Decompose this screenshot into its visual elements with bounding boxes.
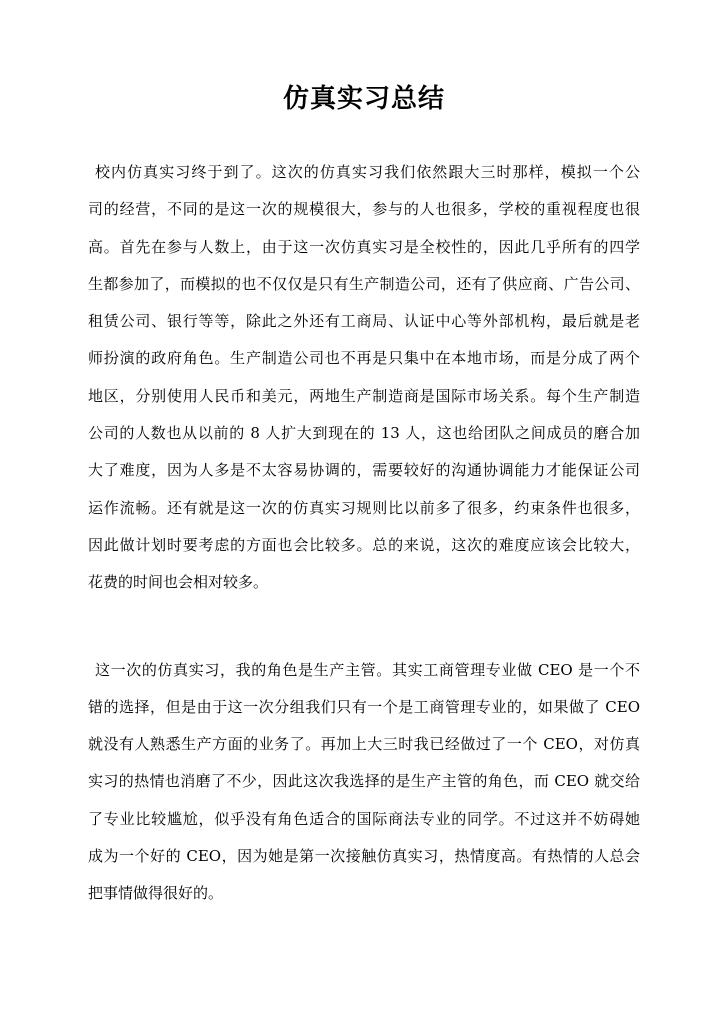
text-line: 因此做计划时要考虑的方面也会比较多。总的来说，这次的难度应该会比较大， <box>88 535 640 554</box>
text-line: 花费的时间也会相对较多。 <box>88 573 269 592</box>
text-line: 运作流畅。还有就是这一次的仿真实习规则比以前多了很多，约束条件也很多， <box>88 498 640 517</box>
text-line: 生都参加了，而模拟的也不仅仅是只有生产制造公司，还有了供应商、广告公司、 <box>88 274 640 293</box>
text-line: 司的经营，不同的是这一次的规模很大，参与的人也很多，学校的重视程度也很 <box>88 200 640 219</box>
document-title: 仿真实习总结 <box>282 84 445 114</box>
text-line: 地区，分别使用人民币和美元，两地生产制造商是国际市场关系。每个生产制造 <box>88 386 640 405</box>
text-line: 成为一个好的 CEO，因为她是第一次接触仿真实习，热情度高。有热情的人总会 <box>88 847 640 866</box>
text-line: 就没有人熟悉生产方面的业务了。再加上大三时我已经做过了一个 CEO，对仿真 <box>88 735 640 754</box>
text-line: 大了难度，因为人多是不太容易协调的，需要较好的沟通协调能力才能保证公司 <box>88 461 640 480</box>
text-line: 高。首先在参与人数上，由于这一次仿真实习是全校性的，因此几乎所有的四学 <box>88 237 640 256</box>
text-line: 实习的热情也消磨了不少，因此这次我选择的是生产主管的角色，而 CEO 就交给 <box>88 772 640 791</box>
text-line: 这一次的仿真实习，我的角色是生产主管。其实工商管理专业做 CEO 是一个不 <box>95 660 640 679</box>
text-line: 师扮演的政府角色。生产制造公司也不再是只集中在本地市场，而是分成了两个 <box>88 349 640 368</box>
text-line: 把事情做得很好的。 <box>88 884 224 903</box>
text-line: 错的选择，但是由于这一次分组我们只有一个是工商管理专业的，如果做了 CEO <box>88 697 640 716</box>
text-line: 了专业比较尴尬，似乎没有角色适合的国际商法专业的同学。不过这并不妨碍她 <box>88 809 640 828</box>
text-line: 校内仿真实习终于到了。这次的仿真实习我们依然跟大三时那样，模拟一个公 <box>95 163 640 181</box>
text-line: 公司的人数也从以前的 8 人扩大到现在的 13 人，这也给团队之间成员的磨合加 <box>88 424 640 443</box>
text-line: 租赁公司、银行等等，除此之外还有工商局、认证中心等外部机构，最后就是老 <box>88 312 640 331</box>
paragraph-2 <box>88 652 640 913</box>
paragraph-1 <box>88 154 640 602</box>
